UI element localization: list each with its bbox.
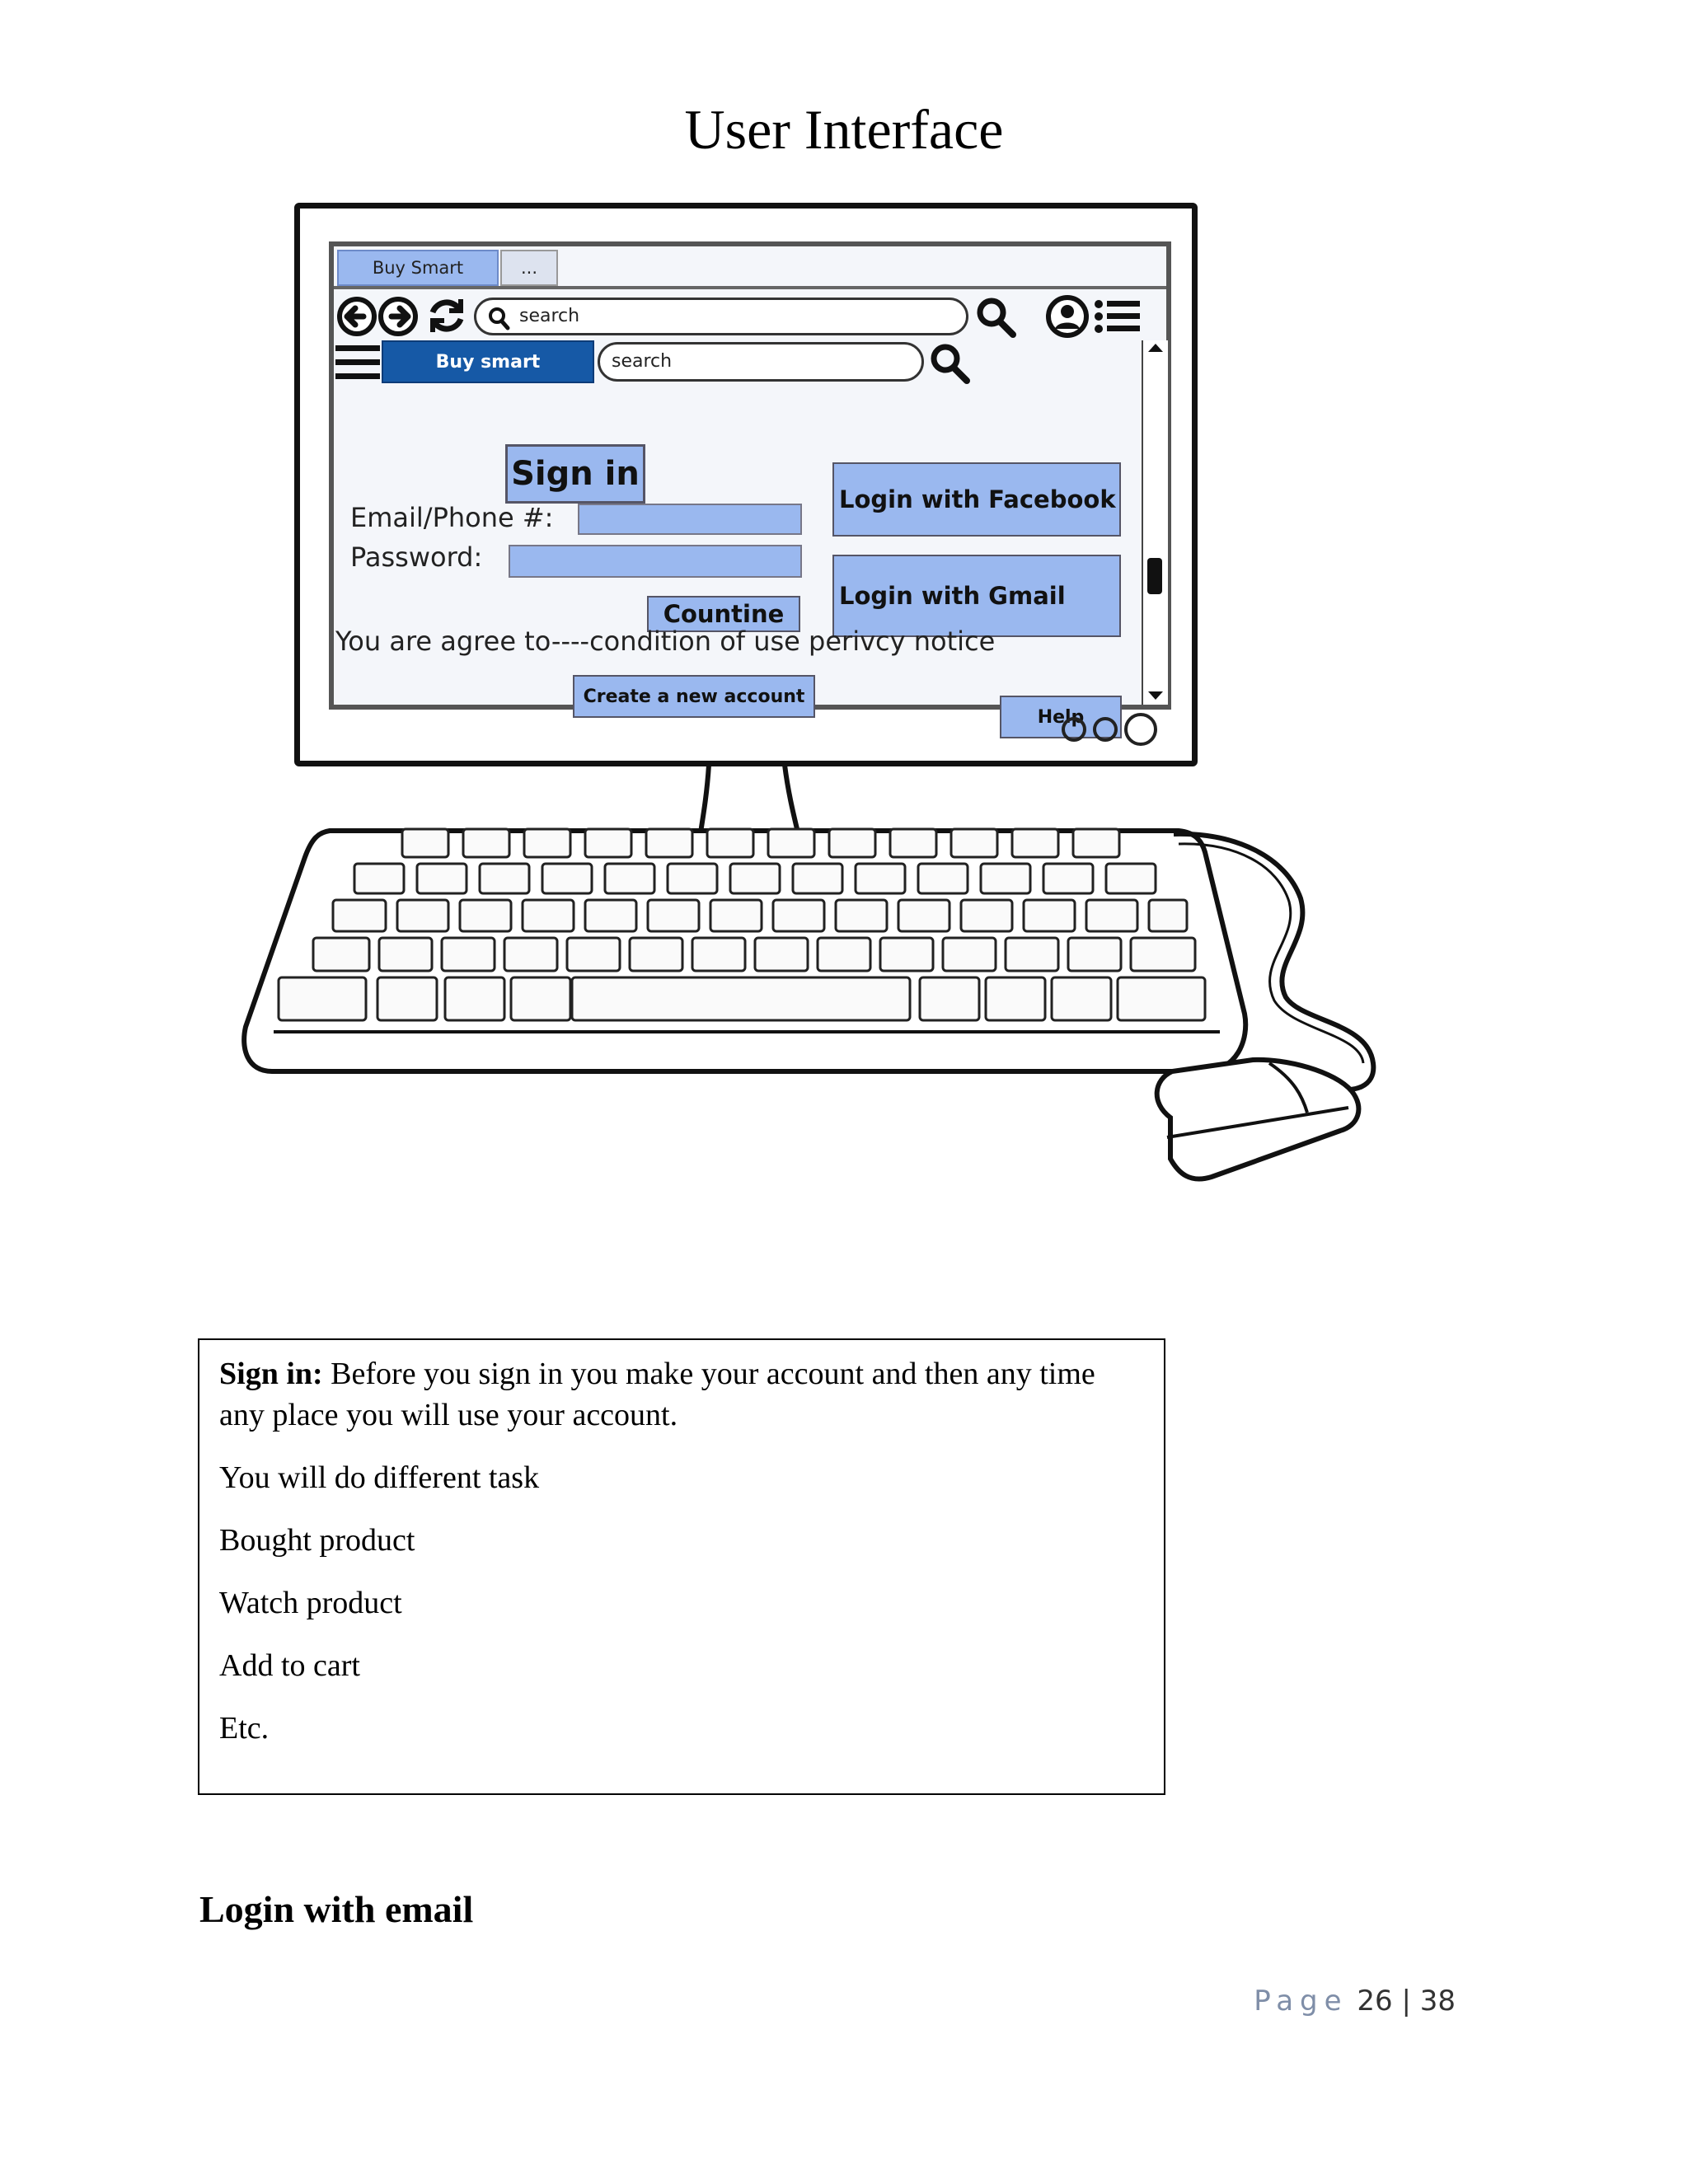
tab-buy-smart[interactable]: Buy Smart [337, 250, 499, 286]
login-facebook-button[interactable]: Login with Facebook [832, 462, 1121, 537]
email-label: Email/Phone #: [350, 502, 554, 533]
search-icon [488, 307, 509, 330]
browser-screen [329, 241, 1171, 728]
toolbar-divider [334, 286, 1166, 289]
vertical-scrollbar[interactable] [1142, 340, 1168, 705]
note-item: Watch product [219, 1586, 402, 1620]
password-field[interactable] [509, 545, 802, 578]
browser-search-placeholder: search [519, 306, 580, 326]
monitor-button-icon [1062, 717, 1086, 742]
help-button[interactable]: Help [1000, 696, 1122, 738]
note-lead-text: Before you sign in you make your account and then any time any place you will use your account. [219, 1357, 1095, 1432]
scroll-up-icon[interactable] [1148, 344, 1163, 352]
monitor-control-buttons [1062, 713, 1157, 746]
page-footer [1254, 1985, 1456, 2018]
note-item: You will do different task [219, 1460, 540, 1495]
monitor-button-icon [1093, 717, 1118, 742]
page-title: User Interface [684, 98, 1004, 161]
sign-in-heading: Sign in [505, 444, 645, 504]
note-item: Add to cart [219, 1648, 360, 1683]
page-word: Page [1254, 1985, 1348, 2018]
site-search-input[interactable] [598, 342, 924, 382]
search-icon[interactable] [927, 342, 973, 385]
site-brand-button[interactable]: Buy smart [382, 340, 594, 383]
search-icon[interactable] [973, 296, 1020, 339]
note-item: Etc. [219, 1711, 270, 1746]
create-account-button[interactable]: Create a new account [573, 675, 815, 718]
site-search-placeholder: search [612, 351, 673, 372]
forward-arrow-icon[interactable] [377, 296, 420, 337]
password-label: Password: [350, 541, 483, 573]
hamburger-menu-icon[interactable] [334, 342, 382, 383]
menu-list-icon[interactable] [1092, 298, 1143, 335]
page-current: 26 [1357, 1985, 1393, 2018]
agreement-text: You are agree to----condition of use perivcy notice [335, 626, 996, 657]
note-lead-bold: Sign in: [219, 1357, 323, 1391]
refresh-icon[interactable] [424, 294, 469, 337]
note-item: Bought product [219, 1523, 415, 1558]
user-account-icon[interactable] [1044, 294, 1090, 339]
email-field[interactable] [578, 504, 802, 535]
tab-more[interactable]: ... [500, 250, 558, 286]
browser-search-input[interactable] [474, 298, 968, 335]
note-lead [219, 1353, 1144, 1436]
page-separator: | [1401, 1985, 1411, 2018]
login-gmail-button[interactable]: Login with Gmail [832, 555, 1121, 637]
continue-button[interactable]: Countine [647, 596, 800, 632]
power-button-icon [1124, 713, 1157, 746]
browser-nav-row [334, 293, 1166, 339]
page-total: 38 [1419, 1985, 1456, 2018]
scroll-thumb[interactable] [1147, 558, 1162, 594]
tab-bar [334, 246, 1166, 288]
back-arrow-icon[interactable] [335, 296, 378, 337]
sign-in-description-box [198, 1338, 1165, 1795]
mouse [1157, 1060, 1359, 1179]
site-header [334, 339, 1166, 385]
monitor-stand [701, 765, 798, 832]
section-heading: Login with email [199, 1888, 474, 1930]
scroll-down-icon[interactable] [1148, 691, 1163, 700]
monitor-frame [294, 203, 1198, 766]
